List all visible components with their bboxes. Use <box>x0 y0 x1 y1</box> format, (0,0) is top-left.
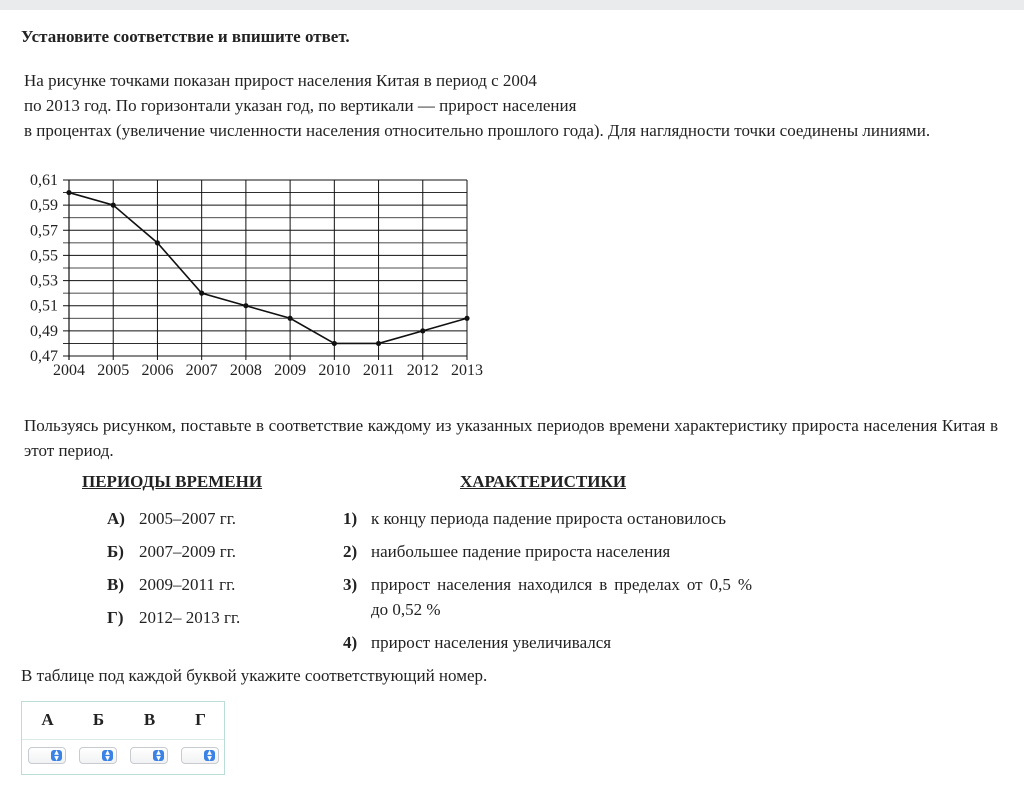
select-arrows-icon: ▲ ▼ <box>102 750 113 761</box>
select-arrows-icon: ▲ ▼ <box>153 750 164 761</box>
answer-table <box>21 701 225 775</box>
population-growth-chart <box>0 165 500 390</box>
data-point <box>420 328 425 333</box>
task-instruction: Установите соответствие и впишите ответ. <box>21 27 350 46</box>
characteristic-key: 2) <box>343 542 358 561</box>
x-tick-label: 2008 <box>229 362 262 379</box>
data-point <box>464 316 469 321</box>
column-letter: А <box>41 710 54 729</box>
intro-line: в процентах (увеличение численности населения относительно прошлого года). Для наглядности точки соединены линиями. <box>24 121 931 140</box>
y-tick-label: 0,57 <box>30 222 58 240</box>
y-tick-label: 0,51 <box>30 297 58 315</box>
task-paragraph: Пользуясь рисунком, поставьте в соответствие каждому из указанных периодов времени характеристику прироста населения Китая в этот период. <box>24 416 998 460</box>
period-key: А) <box>107 509 125 528</box>
select-arrows-icon: ▲ ▼ <box>204 750 215 761</box>
x-tick-label: 2004 <box>53 362 85 379</box>
column-letter: Г <box>195 710 206 729</box>
characteristic-text: прирост населения находился в пределах от 0,5 % до 0,52 % <box>371 575 752 619</box>
data-point <box>199 291 204 296</box>
data-point <box>376 341 381 346</box>
x-tick-label: 2005 <box>97 362 130 379</box>
data-point <box>111 203 116 208</box>
data-point <box>288 316 293 321</box>
period-key: В) <box>107 575 124 594</box>
characteristic-text: прирост населения увеличивался <box>371 633 612 652</box>
period-text: 2012– 2013 гг. <box>139 608 241 627</box>
characteristic-key: 1) <box>343 509 358 528</box>
data-point <box>66 190 71 195</box>
chart-svg <box>0 165 500 390</box>
characteristic-text: к концу периода падение прироста остановилось <box>371 509 727 528</box>
characteristic-text: наибольшее падение прироста населения <box>371 542 671 561</box>
data-point <box>155 240 160 245</box>
data-point <box>243 303 248 308</box>
x-tick-label: 2011 <box>362 362 395 379</box>
y-tick-label: 0,59 <box>30 197 58 215</box>
data-point <box>332 341 337 346</box>
intro-paragraph <box>24 68 1004 143</box>
select-arrows-icon: ▲ ▼ <box>51 750 62 761</box>
x-tick-label: 2009 <box>274 362 307 379</box>
answer-select-b[interactable] <box>79 747 117 764</box>
answer-select-g[interactable] <box>181 747 219 764</box>
y-tick-label: 0,55 <box>30 247 58 265</box>
column-letter: Б <box>92 710 105 729</box>
y-tick-label: 0,61 <box>30 172 58 189</box>
period-text: 2007–2009 гг. <box>139 542 237 561</box>
column-letter: В <box>143 710 156 729</box>
answer-column-b <box>73 702 124 774</box>
x-tick-label: 2006 <box>141 362 174 379</box>
table-instruction: В таблице под каждой буквой укажите соответствующий номер. <box>21 666 488 685</box>
y-tick-label: 0,53 <box>30 272 58 290</box>
period-text: 2009–2011 гг. <box>139 575 236 594</box>
answer-column-g <box>175 702 226 774</box>
answer-column-a <box>22 702 73 774</box>
characteristics-header: ХАРАКТЕРИСТИКИ <box>460 472 627 491</box>
answer-select-a[interactable] <box>28 747 66 764</box>
characteristic-key: 4) <box>343 633 358 652</box>
x-tick-label: 2007 <box>185 362 218 379</box>
intro-line: На рисунке точками показан прирост населения Китая в период с 2004 <box>24 71 537 90</box>
answer-column-v <box>124 702 175 774</box>
period-text: 2005–2007 гг. <box>139 509 237 528</box>
answer-select-v[interactable] <box>130 747 168 764</box>
characteristic-key: 3) <box>343 575 358 594</box>
period-key: Г) <box>107 608 124 627</box>
y-tick-label: 0,49 <box>30 322 58 340</box>
periods-header: ПЕРИОДЫ ВРЕМЕНИ <box>82 472 263 491</box>
x-tick-label: 2010 <box>318 362 351 379</box>
y-tick-label: 0,47 <box>30 348 58 365</box>
x-tick-label: 2013 <box>451 362 483 379</box>
top-bar <box>0 0 1024 10</box>
x-tick-label: 2012 <box>406 362 439 379</box>
intro-line: по 2013 год. По горизонтали указан год, по вертикали — прирост населения <box>24 96 577 115</box>
period-key: Б) <box>107 542 124 561</box>
